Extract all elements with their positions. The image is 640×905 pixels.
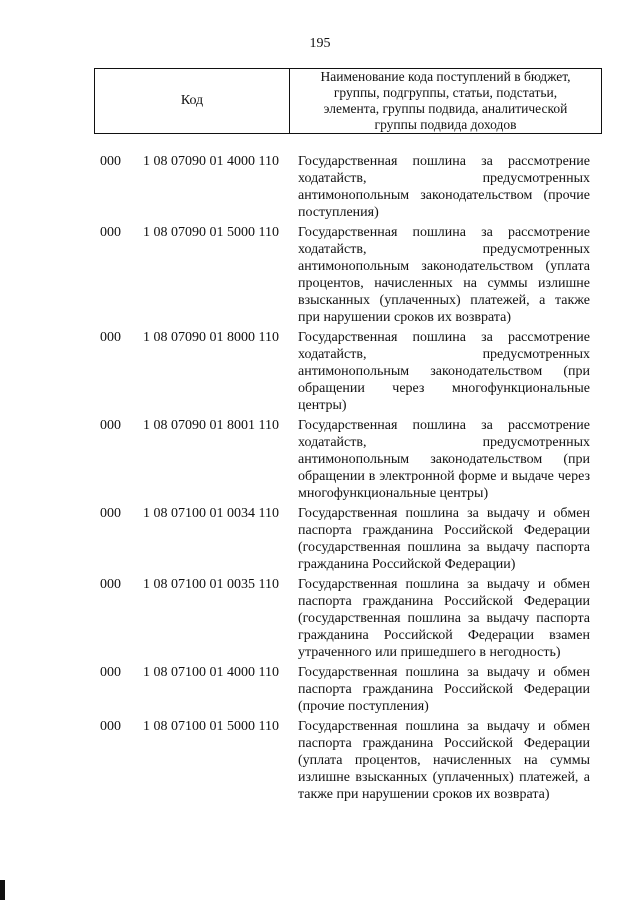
- revenue-description: Государственная пошлина за рассмотрение ходатайств, предусмотренных антимонопольным законодательством (при обращении через многофункциональные центры): [298, 330, 590, 413]
- revenue-description: Государственная пошлина за выдачу и обмен паспорта гражданина Российской Федерации (государственная пошлина за выдачу паспорта гражданина Российской Федерации): [298, 506, 590, 572]
- revenue-description: Государственная пошлина за рассмотрение ходатайств, предусмотренных антимонопольным законодательством (при обращении в электронной форме и выдаче через многофункциональные центры): [298, 418, 590, 501]
- revenue-description: Государственная пошлина за выдачу и обмен паспорта гражданина Российской Федерации (уплата процентов, начисленных на суммы излишне взысканных (уплаченных) платежей, а также при нарушении сроков их возврата): [298, 719, 590, 802]
- revenue-code: 1 08 07100 01 0035 110: [143, 577, 279, 592]
- admin-code: 000: [100, 330, 121, 345]
- table-row: [94, 224, 606, 326]
- revenue-code: 1 08 07090 01 5000 110: [143, 225, 279, 240]
- revenue-description: Государственная пошлина за рассмотрение ходатайств, предусмотренных антимонопольным законодательством (прочие поступления): [298, 154, 590, 220]
- admin-code: 000: [100, 506, 121, 521]
- admin-code: 000: [100, 418, 121, 433]
- scan-edge-mark: [0, 880, 5, 900]
- header-code-label: Код: [95, 69, 290, 133]
- table-row: [94, 576, 606, 661]
- admin-code: 000: [100, 719, 121, 734]
- table-row: [94, 664, 606, 715]
- revenue-code: 1 08 07100 01 4000 110: [143, 665, 279, 680]
- table-row: [94, 505, 606, 573]
- table-header: [94, 68, 602, 134]
- header-name-label: Наименование кода поступлений в бюджет, группы, подгруппы, статьи, подстатьи, элемента, группы подвида, аналитической группы подвида доходов: [320, 69, 571, 132]
- table-row: [94, 153, 606, 221]
- table-row: [94, 329, 606, 414]
- revenue-code: 1 08 07100 01 0034 110: [143, 506, 279, 521]
- revenue-code: 1 08 07090 01 8000 110: [143, 330, 279, 345]
- revenue-description: Государственная пошлина за рассмотрение ходатайств, предусмотренных антимонопольным законодательством (уплата процентов, начисленных на суммы излишне взысканных (уплаченных) платежей, а также при нарушении сроков их возврата): [298, 225, 590, 325]
- revenue-code: 1 08 07090 01 8001 110: [143, 418, 279, 433]
- table-body: [94, 153, 606, 806]
- admin-code: 000: [100, 154, 121, 169]
- admin-code: 000: [100, 577, 121, 592]
- admin-code: 000: [100, 665, 121, 680]
- table-row: [94, 718, 606, 803]
- table-row: [94, 417, 606, 502]
- revenue-description: Государственная пошлина за выдачу и обмен паспорта гражданина Российской Федерации (прочие поступления): [298, 665, 590, 714]
- revenue-description: Государственная пошлина за выдачу и обмен паспорта гражданина Российской Федерации (государственная пошлина за выдачу паспорта гражданина Российской Федерации взамен утраченного или пришедшего в негодность): [298, 577, 590, 660]
- page-number: 195: [309, 36, 331, 51]
- revenue-code: 1 08 07100 01 5000 110: [143, 719, 279, 734]
- revenue-code: 1 08 07090 01 4000 110: [143, 154, 279, 169]
- admin-code: 000: [100, 225, 121, 240]
